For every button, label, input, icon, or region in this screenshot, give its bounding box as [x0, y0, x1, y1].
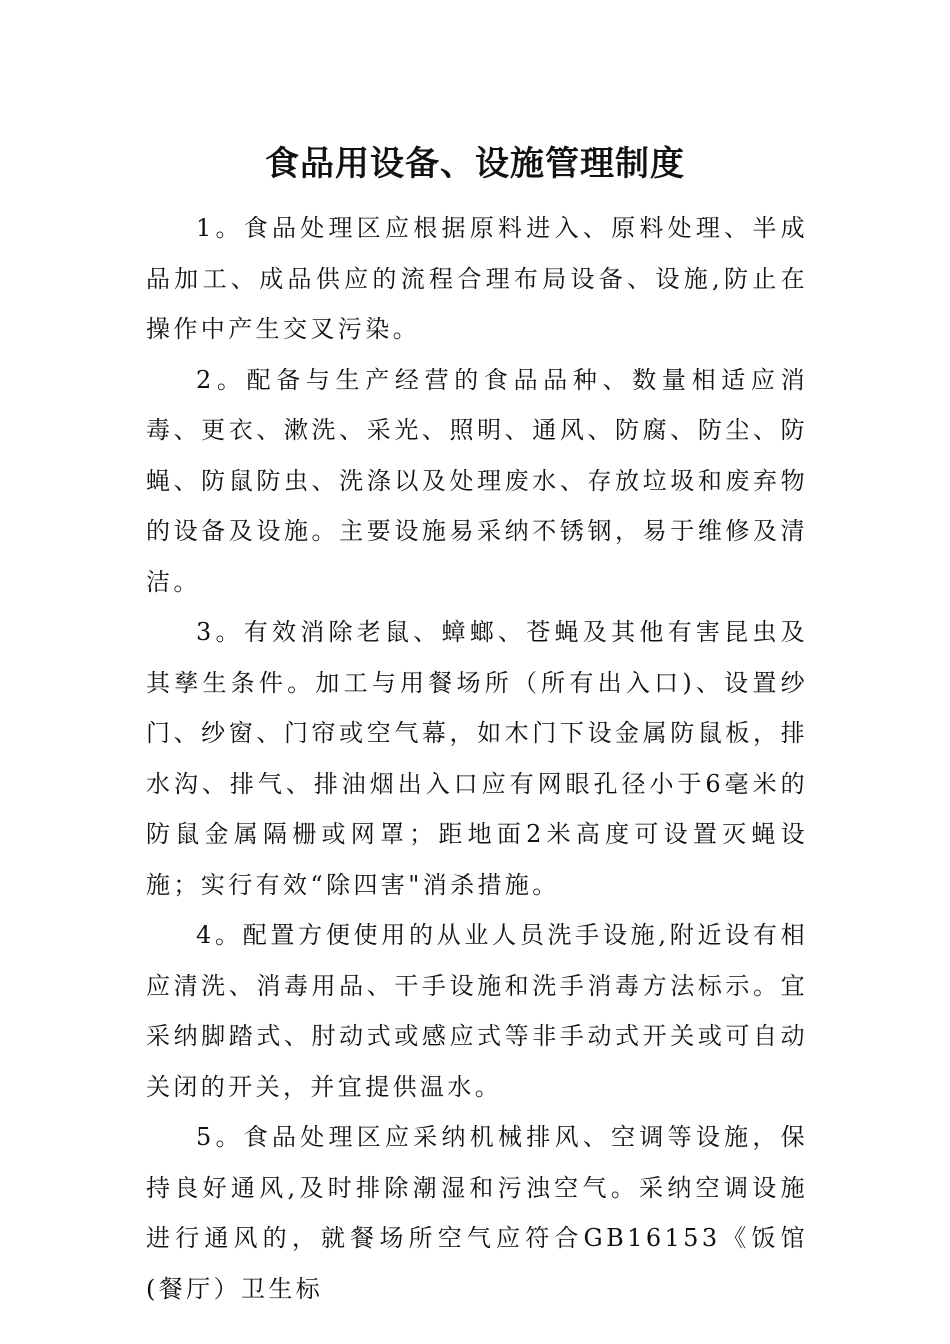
paragraph-2: 2。配备与生产经营的食品品种、数量相适应消毒、更衣、漱洗、采光、照明、通风、防腐、防尘、防蝇、防鼠防虫、洗涤以及处理废水、存放垃圾和废弃物的设备及设施。主要设施易采纳不锈钢，易于维修及清洁。 [146, 365, 808, 596]
paragraph-1: 1。食品处理区应根据原料进入、原料处理、半成品加工、成品供应的流程合理布局设备、设施,防止在操作中产生交叉污染。 [146, 214, 808, 343]
paragraph-5: 5。食品处理区应采纳机械排风、空调等设施，保持良好通风,及时排除潮湿和污浊空气。采纳空调设施进行通风的，就餐场所空气应符合GB16153《饭馆(餐厅）卫生标 [146, 1123, 808, 1303]
paragraph-4: 4。配置方便使用的从业人员洗手设施,附近设有相应清洗、消毒用品、干手设施和洗手消毒方法标示。宜采纳脚踏式、肘动式或感应式等非手动式开关或可自动关闭的开关，并宜提供温水。 [146, 921, 808, 1101]
document-title: 食品用设备、设施管理制度 [265, 144, 685, 184]
document-body [146, 203, 808, 1314]
paragraph-3: 3。有效消除老鼠、蟑螂、苍蝇及其他有害昆虫及其孳生条件。加工与用餐场所（所有出入口)、设置纱门、纱窗、门帘或空气幕，如木门下设金属防鼠板，排水沟、排气、排油烟出入口应有网眼孔径小于6毫米的防鼠金属隔栅或网罩；距地面2米高度可设置灭蝇设施；实行有效“除四害"消杀措施。 [146, 618, 808, 899]
